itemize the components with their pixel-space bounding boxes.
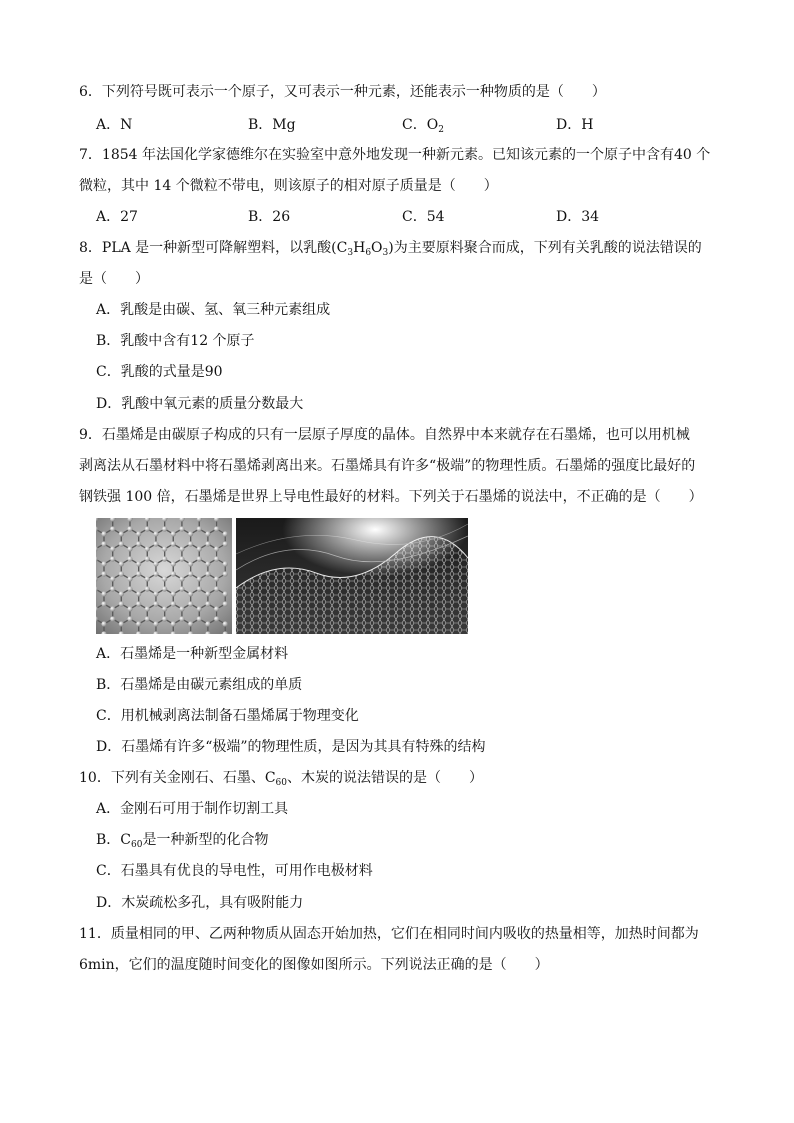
q6-option-d: D．H: [556, 117, 594, 133]
q7-option-d: D．34: [556, 209, 600, 225]
q6-stem: 6．下列符号既可表示一个原子，又可表示一种元素，还能表示一种物质的是（ ）: [79, 84, 606, 100]
q10-option-d: D．木炭疏松多孔，具有吸附能力: [96, 895, 304, 911]
graphene-molecular-model-image: [96, 518, 232, 634]
q9-option-c: C．用机械剥离法制备石墨烯属于物理变化: [96, 708, 359, 724]
q9-option-a: A．石墨烯是一种新型金属材料: [96, 646, 289, 662]
q10-option-c: C．石墨具有优良的导电性，可用作电极材料: [96, 863, 373, 879]
q11-stem-line2: 6min，它们的温度随时间变化的图像如图所示。下列说法正确的是（ ）: [79, 957, 549, 973]
q8-option-a: A．乳酸是由碳、氢、氧三种元素组成: [96, 302, 331, 318]
q6-option-a: A．N: [96, 117, 133, 133]
q7-stem-line1: 7．1854 年法国化学家德维尔在实验室中意外地发现一种新元素。已知该元素的一个原子中含有40 个: [79, 147, 711, 163]
q11-stem-line1: 11．质量相同的甲、乙两种物质从固态开始加热，它们在相同时间内吸收的热量相等，加热时间都为: [79, 926, 699, 942]
q10-option-a: A．金刚石可用于制作切割工具: [96, 801, 289, 817]
q7-option-a: A．27: [96, 209, 138, 225]
q7-stem-line2: 微粒，其中 14 个微粒不带电，则该原子的相对原子质量是（ ）: [79, 178, 498, 194]
q9-stem-line2: 剥离法从石墨材料中将石墨烯剥离出来。石墨烯具有许多“极端”的物理性质。石墨烯的强度比最好的: [79, 458, 696, 474]
q8-stem-line2: 是（ ）: [79, 271, 149, 287]
q8-option-b: B．乳酸中含有12 个原子: [96, 333, 255, 349]
q8-stem-line1: 8．PLA 是一种新型可降解塑料，以乳酸$(C_3H_6O_3)$为主要原料聚合而成，下列有关乳酸的说法错误的: [79, 240, 702, 258]
q8-option-d: D．乳酸中氧元素的质量分数最大: [96, 396, 304, 412]
q9-option-b: B．石墨烯是由碳元素组成的单质: [96, 677, 303, 693]
graphene-sheet-render-image: [236, 518, 468, 634]
q9-stem-line3: 钢铁强 100 倍，石墨烯是世界上导电性最好的材料。下列关于石墨烯的说法中，不正确的是（ ）: [79, 489, 703, 505]
q8-option-c: C．乳酸的式量是90: [96, 364, 223, 380]
q6-option-c: C．$O_2$: [402, 117, 444, 135]
q6-option-b: B．Mg: [248, 117, 296, 133]
q9-option-d: D．石墨烯有许多“极端”的物理性质，是因为其具有特殊的结构: [96, 739, 486, 755]
q10-stem: 10．下列有关金刚石、石墨、$C_{60}$、木炭的说法错误的是（ ）: [79, 770, 483, 788]
graphene-figure: [96, 518, 468, 634]
q10-option-b: B．$C_{60}$是一种新型的化合物: [96, 832, 269, 850]
q7-option-b: B．26: [248, 209, 291, 225]
q7-option-c: C．54: [402, 209, 445, 225]
q9-stem-line1: 9．石墨烯是由碳原子构成的只有一层原子厚度的晶体。自然界中本来就存在石墨烯，也可以用机械: [79, 427, 690, 443]
